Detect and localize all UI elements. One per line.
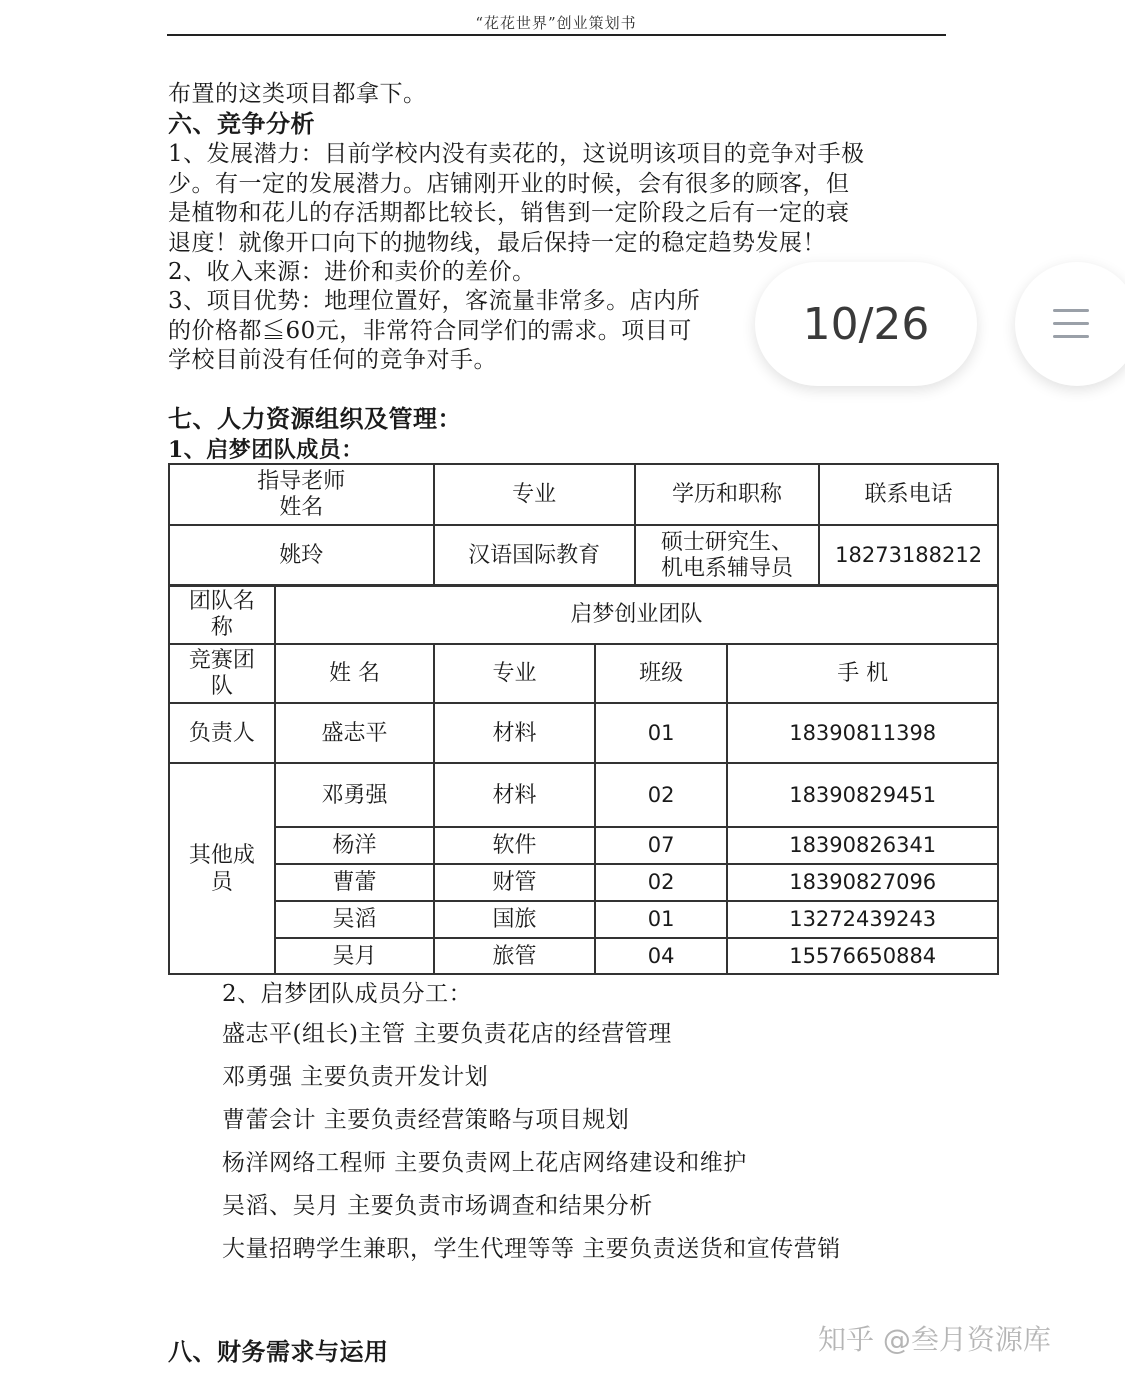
advisor-header-title: 学历和职称: [635, 464, 820, 525]
member-phone: 15576650884: [727, 938, 998, 974]
label-line: 竞赛团: [188, 647, 255, 673]
advisor-title-line: 机电系辅导员: [660, 555, 793, 581]
text-line: 退度！就像开口向下的抛物线，最后保持一定的稳定趋势发展！: [168, 230, 826, 256]
member-phone: 18390827096: [727, 864, 998, 901]
member-phone: 18390826341: [727, 827, 998, 864]
text-line: 2、收入来源：进价和卖价的差价。: [168, 259, 536, 285]
subsection-heading: 1、启梦团队成员：: [168, 437, 364, 463]
advisor-header-major: 专业: [434, 464, 635, 525]
table-row: [169, 763, 998, 827]
label-line: 其他成: [188, 842, 255, 868]
member-major: 软件: [434, 827, 595, 864]
member-name: 邓勇强: [275, 763, 435, 827]
member-name: 曹蕾: [275, 864, 435, 901]
table-row: [169, 827, 998, 864]
advisor-major: 汉语国际教育: [434, 525, 635, 586]
member-class: 04: [595, 938, 728, 974]
advisor-name: 姚玲: [169, 525, 434, 586]
label-line: 团队名: [188, 588, 255, 614]
duty-line: 吴滔、吴月 主要负责市场调查和结果分析: [222, 1193, 653, 1219]
member-phone: 18390811398: [727, 703, 998, 763]
member-major: 材料: [434, 703, 595, 763]
table-row: [169, 901, 998, 938]
section-heading: 八、财务需求与运用: [168, 1337, 389, 1366]
label-line: 队: [210, 673, 233, 699]
header-rule: [167, 34, 946, 36]
table-row: [169, 938, 998, 974]
label-line: 员: [210, 869, 233, 895]
text-line: 的价格都≦60元，非常符合同学们的需求。项目可: [168, 318, 692, 344]
competition-team-label: [169, 644, 275, 703]
team-name-value: 启梦创业团队: [275, 585, 998, 644]
col-header-phone: 手 机: [727, 644, 998, 703]
member-class: 02: [595, 763, 728, 827]
text-line: 是植物和花儿的存活期都比较长，销售到一定阶段之后有一定的衰: [168, 200, 850, 226]
member-major: 国旅: [434, 901, 595, 938]
table-row: [169, 864, 998, 901]
duty-line: 曹蕾会计 主要负责经营策略与项目规划: [222, 1107, 630, 1133]
member-name: 吴月: [275, 938, 435, 974]
duty-line: 杨洋网络工程师 主要负责网上花店网络建设和维护: [222, 1150, 747, 1176]
col-header-class: 班级: [595, 644, 728, 703]
member-major: 旅管: [434, 938, 595, 974]
member-class: 01: [595, 703, 728, 763]
text-line: 3、项目优势：地理位置好，客流量非常多。店内所: [168, 288, 701, 314]
col-header-major: 专业: [434, 644, 595, 703]
advisor-title: [635, 525, 820, 586]
member-major: 材料: [434, 763, 595, 827]
advisor-table: [168, 463, 999, 587]
member-class: 07: [595, 827, 728, 864]
section-heading: 六、竞争分析: [168, 109, 315, 138]
team-table: [168, 584, 999, 975]
text-line: 1、发展潜力：目前学校内没有卖花的，这说明该项目的竞争对手极: [168, 141, 865, 167]
watermark-text: 知乎 @叁月资源库: [818, 1323, 1051, 1356]
member-class: 01: [595, 901, 728, 938]
menu-button[interactable]: [1015, 262, 1125, 386]
text-line: 布置的这类项目都拿下。: [168, 81, 427, 107]
duty-line: 大量招聘学生兼职，学生代理等等 主要负责送货和宣传营销: [222, 1236, 841, 1262]
other-members-label: [169, 763, 275, 974]
section-heading: 七、人力资源组织及管理：: [168, 404, 462, 433]
subsection-heading: 2、启梦团队成员分工：: [222, 981, 473, 1007]
member-phone: 18390829451: [727, 763, 998, 827]
document-header-title: “花花世界”创业策划书: [475, 14, 637, 32]
page-indicator[interactable]: 10/26: [755, 262, 977, 386]
member-class: 02: [595, 864, 728, 901]
team-name-label: [169, 585, 275, 644]
member-name: 盛志平: [275, 703, 435, 763]
member-phone: 13272439243: [727, 901, 998, 938]
duty-line: 邓勇强 主要负责开发计划: [222, 1064, 489, 1090]
leader-label: 负责人: [169, 703, 275, 763]
advisor-header-phone: 联系电话: [819, 464, 998, 525]
member-name: 杨洋: [275, 827, 435, 864]
header-name-label: 姓名: [279, 494, 324, 520]
text-line: 学校目前没有任何的竞争对手。: [168, 347, 497, 373]
table-row: [169, 703, 998, 763]
advisor-phone: 18273188212: [819, 525, 998, 586]
advisor-title-line: 硕士研究生、: [660, 529, 793, 555]
duty-line: 盛志平(组长)主管 主要负责花店的经营管理: [222, 1021, 672, 1047]
text-line: 少。有一定的发展潜力。店铺刚开业的时候，会有很多的顾客，但: [168, 171, 850, 197]
label-line: 称: [210, 614, 233, 640]
header-advisor-label: 指导老师: [257, 468, 346, 494]
member-major: 财管: [434, 864, 595, 901]
col-header-name: 姓 名: [275, 644, 435, 703]
advisor-header-name: [169, 464, 434, 525]
member-name: 吴滔: [275, 901, 435, 938]
